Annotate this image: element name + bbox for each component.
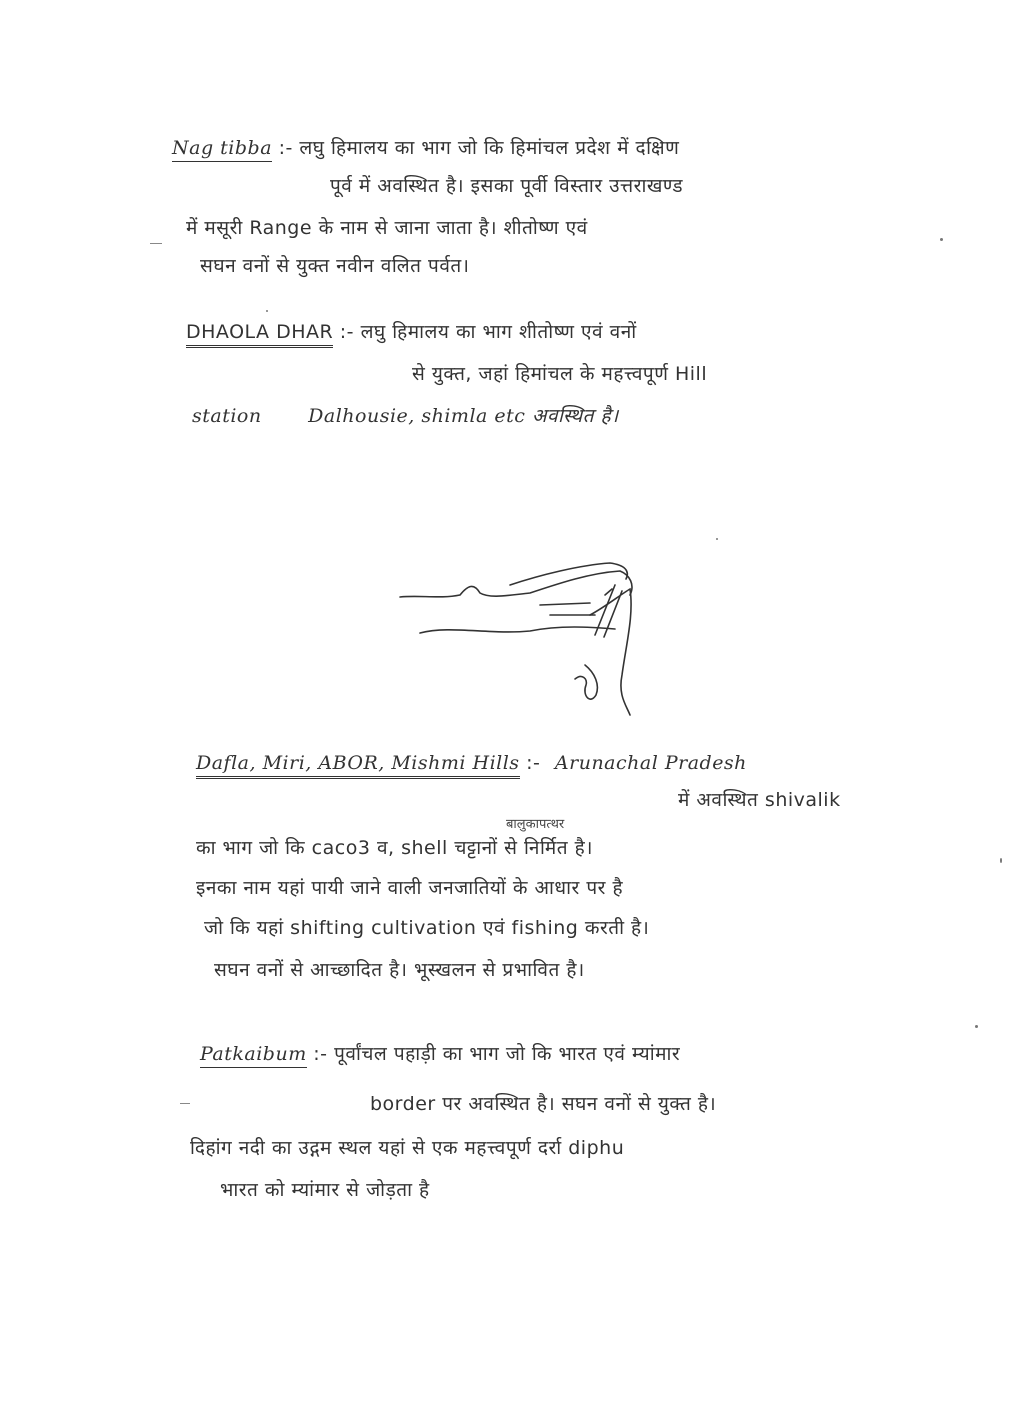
patkai-text-4: भारत को म्यांमार से जोड़ता है bbox=[220, 1179, 430, 1201]
patkai-text-3: दिहांग नदी का उद्गम स्थल यहां से एक महत्त्वपूर्ण दर्रा diphu bbox=[190, 1137, 625, 1159]
hand-drawn-map-sketch bbox=[390, 555, 650, 725]
hills-location: Arunachal Pradesh bbox=[554, 752, 747, 774]
patkai-line-1 bbox=[200, 1040, 680, 1066]
hills-text-6: सघन वनों से आच्छादित है। भूस्खलन से प्रभावित है। bbox=[214, 959, 585, 981]
dhaola-dhar-station: station bbox=[192, 405, 262, 427]
dhaola-dhar-line-3 bbox=[192, 402, 619, 428]
scan-speck bbox=[266, 310, 268, 312]
nag-tibba-text-4: सघन वनों से युक्त नवीन वलित पर्वत। bbox=[200, 255, 470, 277]
scan-speck bbox=[975, 1025, 978, 1028]
nag-tibba-text-1: लघु हिमालय का भाग जो कि हिमांचल प्रदेश में दक्षिण bbox=[299, 137, 680, 159]
dhaola-dhar-places: Dalhousie, shimla etc अवस्थित है। bbox=[308, 405, 619, 427]
scan-speck bbox=[940, 238, 943, 241]
hills-text-3: का भाग जो कि caco3 व, shell चट्टानों से निर्मित है। bbox=[196, 837, 593, 859]
scan-mark bbox=[180, 1103, 190, 1104]
patkai-separator: :- bbox=[313, 1043, 328, 1065]
patkai-text-1: पूर्वांचल पहाड़ी का भाग जो कि भारत एवं म्यांमार bbox=[334, 1043, 681, 1065]
nag-tibba-separator: :- bbox=[278, 137, 293, 159]
dhaola-dhar-line-1 bbox=[186, 318, 637, 344]
nag-tibba-heading: Nag tibba bbox=[172, 137, 272, 162]
dhaola-dhar-separator: :- bbox=[339, 321, 355, 343]
hills-note-above: बालुकापत्थर bbox=[506, 817, 565, 832]
scan-speck bbox=[1000, 858, 1002, 863]
patkai-text-2: border पर अवस्थित है। सघन वनों से युक्त है। bbox=[370, 1093, 717, 1115]
scan-speck bbox=[716, 538, 718, 540]
patkai-heading: Patkaibum bbox=[200, 1043, 307, 1068]
hills-line-1 bbox=[196, 752, 747, 774]
dhaola-dhar-text-2: से युक्त, जहां हिमांचल के महत्त्वपूर्ण Hill bbox=[412, 363, 708, 385]
nag-tibba-line-1 bbox=[172, 134, 679, 160]
hills-heading: Dafla, Miri, ABOR, Mishmi Hills bbox=[196, 752, 520, 779]
nag-tibba-text-3: में मसूरी Range के नाम से जाना जाता है। शीतोष्ण एवं bbox=[186, 217, 588, 239]
hills-text-5: जो कि यहां shifting cultivation एवं fishing करती है। bbox=[204, 917, 650, 939]
hills-text-2: में अवस्थित shivalik bbox=[678, 789, 841, 811]
scan-mark bbox=[150, 243, 162, 244]
hills-separator: :- bbox=[526, 752, 541, 774]
dhaola-dhar-heading: DHAOLA DHAR bbox=[186, 321, 333, 348]
hills-text-4: इनका नाम यहां पायी जाने वाली जनजातियों के आधार पर है bbox=[196, 877, 624, 899]
dhaola-dhar-text-1: लघु हिमालय का भाग शीतोष्ण एवं वनों bbox=[360, 321, 637, 343]
nag-tibba-text-2: पूर्व में अवस्थित है। इसका पूर्वी विस्तार उत्तराखण्ड bbox=[330, 175, 684, 197]
